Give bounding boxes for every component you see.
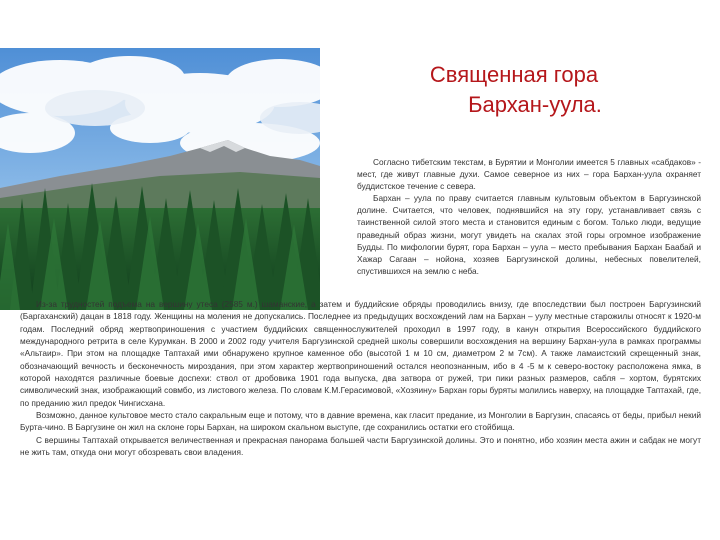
column-paragraph: Бархан – уула по праву считается главным культовым объектом в Баргузинской долине. Считается, что человек, поднявшийся на эту гору, устанавливает связь с таинственной силой этого места и становится единым с богом. Только люди, ведущие праведный образ жизни, могут увидеть на скалах этой горы огромное изображение Будды. По мифологии бурят, гора Бархан – уула – место пребывания Бархан Баабай и Хажар Сагаан – нойона, хозяев Баргузинской долины, небесных повелителей, спустившихся на землю с неба. <box>357 193 701 276</box>
wide-paragraph: Возможно, данное культовое место стало сакральным еще и потому, что в давние времена, как гласит предание, из Монголии в Баргузин, спасаясь от беды, прибыл некий Бурта-чино. В Баргузине он жил на склоне горы Бархан, на широком скальном выступе, где сохранились остатки его стойбища. <box>20 410 701 433</box>
slide-title <box>360 60 690 120</box>
mountain-photo <box>0 48 320 310</box>
right-column-text <box>357 156 701 277</box>
title-line-2: Бархан-уула. <box>468 92 602 117</box>
mountain-photo-icon <box>0 48 320 310</box>
column-paragraph: Согласно тибетским текстам, в Бурятии и Монголии имеется 5 главных «сабдаков» - мест, где живут главные духи. Самое северное из них – гора Бархан-уула охраняет буддистское течение с севера. <box>357 157 701 192</box>
wide-paragraph: Из-за трудностей подъема на вершину утеса (2585 м.) шаманские, а затем и буддийские обряды проводились внизу, где впоследствии был построен Баргузинский (Баргаханский) дацан в 1818 году. Женщины на моления не допускались. Последнее из предыдущих восхождений лам на Бархан – уулу местные старожилы относят к 1920-м годам. Последний обряд жертвоприношения с участием буддийских священнослужителей проходил в 1997 году, в канун открытия Всероссийского буддийского международного ретрита в селе Курумкан. В 2000 и 2002 году учителя Баргузинской средней школы совершили восхождения на вершину Бархан-уула в рамках программы «Альтаир». При этом на площадке Таптахай ими обнаружено крупное каменное обо (высотой 1 м 10 см, диаметром 2 м 7см). А также ламаистский скрещенный знак, обозначающий вечность и бесконечность мироздания, при этом характер жертвоприношений остался неопознанным, ибо в 4 -5 м к северо-востоку расположена ямка, в которой находятся различные боевые доспехи: ствол от дробовика 1901 года выпуска, два затвора от ружей, три пики разных размеров, сабля – хортом, бурятских символический знак, изображающий совмбо, из листового железа. По словам К.М.Герасимовой, «Хозяину» Бархан горы буряты молились наверху, на площадке Таптахай, где, по преданию жил предок Чингисхана. <box>20 299 701 408</box>
bottom-text <box>20 298 701 458</box>
wide-paragraph: С вершины Таптахай открывается величественная и прекрасная панорама большей части Баргузинской долины. Это и понятно, ибо хозяин места ажин и сабдак не могут не жить там, откуда они могут обозревать свои владения. <box>20 434 701 458</box>
title-line-1: Священная гора <box>429 62 599 87</box>
